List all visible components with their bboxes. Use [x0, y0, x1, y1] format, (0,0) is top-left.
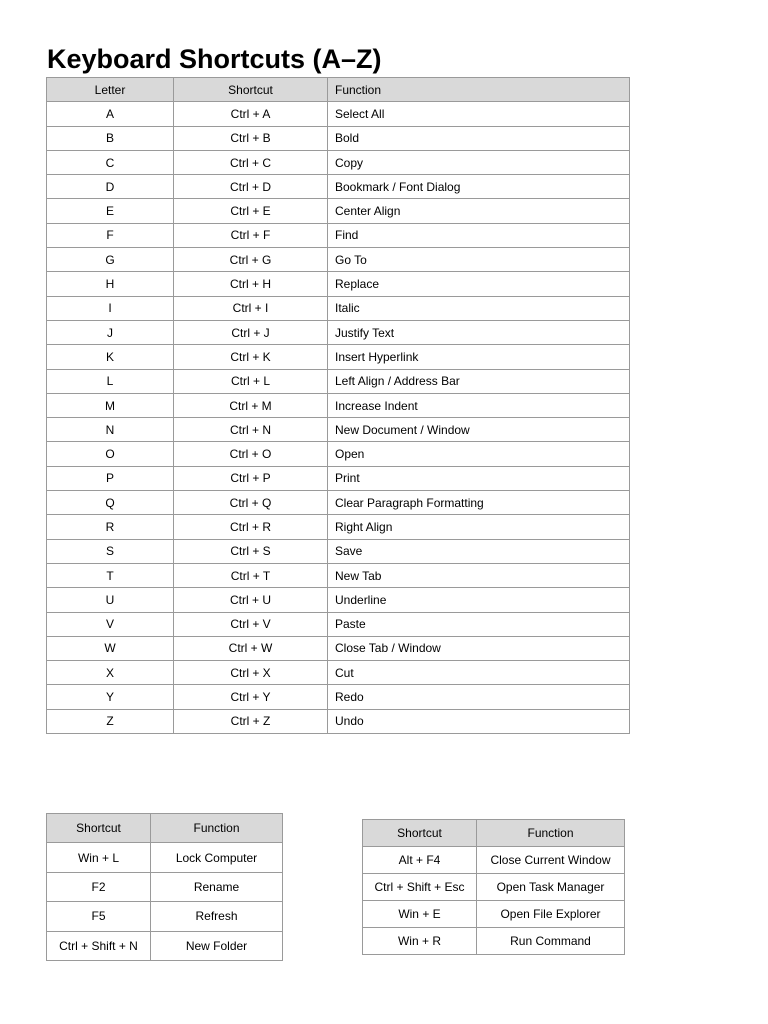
function-cell: Paste [328, 612, 630, 636]
system-shortcuts-table [46, 813, 283, 961]
letter-cell: C [47, 150, 174, 174]
letter-cell: T [47, 563, 174, 587]
table-row [363, 928, 625, 955]
function-cell: Redo [328, 685, 630, 709]
shortcut-cell: Ctrl + W [174, 636, 328, 660]
table-row [47, 685, 630, 709]
column-header-function: Function [151, 814, 283, 843]
function-cell: Undo [328, 709, 630, 733]
table-row [47, 418, 630, 442]
letter-cell: U [47, 588, 174, 612]
shortcut-cell: Win + E [363, 901, 477, 928]
function-cell: Open Task Manager [477, 874, 625, 901]
table-row [47, 248, 630, 272]
shortcut-cell: Ctrl + M [174, 393, 328, 417]
function-cell: Cut [328, 661, 630, 685]
letter-cell: J [47, 320, 174, 344]
shortcut-cell: Alt + F4 [363, 847, 477, 874]
letter-cell: S [47, 539, 174, 563]
shortcut-cell: Ctrl + T [174, 563, 328, 587]
table-row [47, 931, 283, 960]
function-cell: Select All [328, 102, 630, 126]
table-row [47, 223, 630, 247]
shortcut-cell: Ctrl + U [174, 588, 328, 612]
shortcut-cell: Ctrl + E [174, 199, 328, 223]
table-row [47, 175, 630, 199]
function-cell: New Folder [151, 931, 283, 960]
shortcut-cell: Ctrl + K [174, 345, 328, 369]
function-cell: Lock Computer [151, 843, 283, 872]
shortcut-cell: Ctrl + N [174, 418, 328, 442]
table-row [47, 272, 630, 296]
letter-cell: O [47, 442, 174, 466]
window-shortcuts-table [362, 819, 625, 955]
function-cell: Save [328, 539, 630, 563]
function-cell: New Document / Window [328, 418, 630, 442]
function-cell: Close Tab / Window [328, 636, 630, 660]
function-cell: Run Command [477, 928, 625, 955]
shortcuts-a-z-table [46, 77, 630, 734]
letter-cell: D [47, 175, 174, 199]
letter-cell: N [47, 418, 174, 442]
table-row [47, 636, 630, 660]
page-title: Keyboard Shortcuts (A–Z) [47, 44, 382, 74]
function-cell: Bold [328, 126, 630, 150]
letter-cell: W [47, 636, 174, 660]
function-cell: Insert Hyperlink [328, 345, 630, 369]
function-cell: Replace [328, 272, 630, 296]
table-row [47, 515, 630, 539]
table-row [47, 393, 630, 417]
function-cell: Open [328, 442, 630, 466]
letter-cell: A [47, 102, 174, 126]
letter-cell: E [47, 199, 174, 223]
function-cell: Rename [151, 872, 283, 901]
shortcut-cell: Ctrl + I [174, 296, 328, 320]
table-row [47, 369, 630, 393]
function-cell: Right Align [328, 515, 630, 539]
shortcut-cell: Ctrl + J [174, 320, 328, 344]
table-row [363, 874, 625, 901]
shortcut-cell: Ctrl + B [174, 126, 328, 150]
table-row [47, 539, 630, 563]
shortcut-cell: Ctrl + Z [174, 709, 328, 733]
function-cell: Open File Explorer [477, 901, 625, 928]
table-row [47, 872, 283, 901]
table-row [47, 491, 630, 515]
shortcut-cell: Ctrl + G [174, 248, 328, 272]
column-header-function: Function [328, 78, 630, 102]
shortcut-cell: Ctrl + C [174, 150, 328, 174]
function-cell: Refresh [151, 902, 283, 931]
table-header-row [47, 78, 630, 102]
letter-cell: K [47, 345, 174, 369]
function-cell: Left Align / Address Bar [328, 369, 630, 393]
shortcut-cell: Ctrl + Q [174, 491, 328, 515]
letter-cell: B [47, 126, 174, 150]
table-row [47, 709, 630, 733]
table-row [47, 126, 630, 150]
column-header-shortcut: Shortcut [47, 814, 151, 843]
shortcut-cell: Win + L [47, 843, 151, 872]
shortcut-cell: F2 [47, 872, 151, 901]
shortcut-cell: F5 [47, 902, 151, 931]
shortcut-cell: Ctrl + V [174, 612, 328, 636]
function-cell: Copy [328, 150, 630, 174]
column-header-shortcut: Shortcut [174, 78, 328, 102]
table-row [363, 901, 625, 928]
shortcut-cell: Ctrl + Y [174, 685, 328, 709]
table-row [47, 843, 283, 872]
function-cell: Bookmark / Font Dialog [328, 175, 630, 199]
shortcut-cell: Ctrl + A [174, 102, 328, 126]
letter-cell: G [47, 248, 174, 272]
letter-cell: R [47, 515, 174, 539]
shortcut-cell: Ctrl + L [174, 369, 328, 393]
shortcut-cell: Ctrl + H [174, 272, 328, 296]
function-cell: Italic [328, 296, 630, 320]
letter-cell: Z [47, 709, 174, 733]
letter-cell: V [47, 612, 174, 636]
letter-cell: P [47, 466, 174, 490]
letter-cell: M [47, 393, 174, 417]
table-row [47, 442, 630, 466]
function-cell: Increase Indent [328, 393, 630, 417]
shortcut-cell: Ctrl + Shift + Esc [363, 874, 477, 901]
table-row [47, 661, 630, 685]
table-row [47, 466, 630, 490]
column-header-function: Function [477, 820, 625, 847]
column-header-letter: Letter [47, 78, 174, 102]
shortcut-cell: Ctrl + R [174, 515, 328, 539]
table-row [47, 612, 630, 636]
function-cell: Close Current Window [477, 847, 625, 874]
shortcut-cell: Ctrl + Shift + N [47, 931, 151, 960]
letter-cell: Y [47, 685, 174, 709]
table-header-row [47, 814, 283, 843]
table-row [47, 902, 283, 931]
letter-cell: I [47, 296, 174, 320]
table-row [47, 320, 630, 344]
letter-cell: H [47, 272, 174, 296]
function-cell: Underline [328, 588, 630, 612]
column-header-shortcut: Shortcut [363, 820, 477, 847]
letter-cell: L [47, 369, 174, 393]
function-cell: Clear Paragraph Formatting [328, 491, 630, 515]
table-row [47, 345, 630, 369]
shortcut-cell: Ctrl + F [174, 223, 328, 247]
shortcut-cell: Ctrl + O [174, 442, 328, 466]
function-cell: Go To [328, 248, 630, 272]
table-row [47, 588, 630, 612]
table-row [47, 102, 630, 126]
shortcut-cell: Ctrl + P [174, 466, 328, 490]
shortcut-cell: Ctrl + X [174, 661, 328, 685]
table-row [47, 199, 630, 223]
function-cell: New Tab [328, 563, 630, 587]
table-header-row [363, 820, 625, 847]
letter-cell: X [47, 661, 174, 685]
table-row [363, 847, 625, 874]
function-cell: Justify Text [328, 320, 630, 344]
letter-cell: Q [47, 491, 174, 515]
shortcut-cell: Win + R [363, 928, 477, 955]
function-cell: Center Align [328, 199, 630, 223]
table-row [47, 563, 630, 587]
table-row [47, 150, 630, 174]
shortcut-cell: Ctrl + S [174, 539, 328, 563]
function-cell: Find [328, 223, 630, 247]
function-cell: Print [328, 466, 630, 490]
letter-cell: F [47, 223, 174, 247]
shortcut-cell: Ctrl + D [174, 175, 328, 199]
table-row [47, 296, 630, 320]
